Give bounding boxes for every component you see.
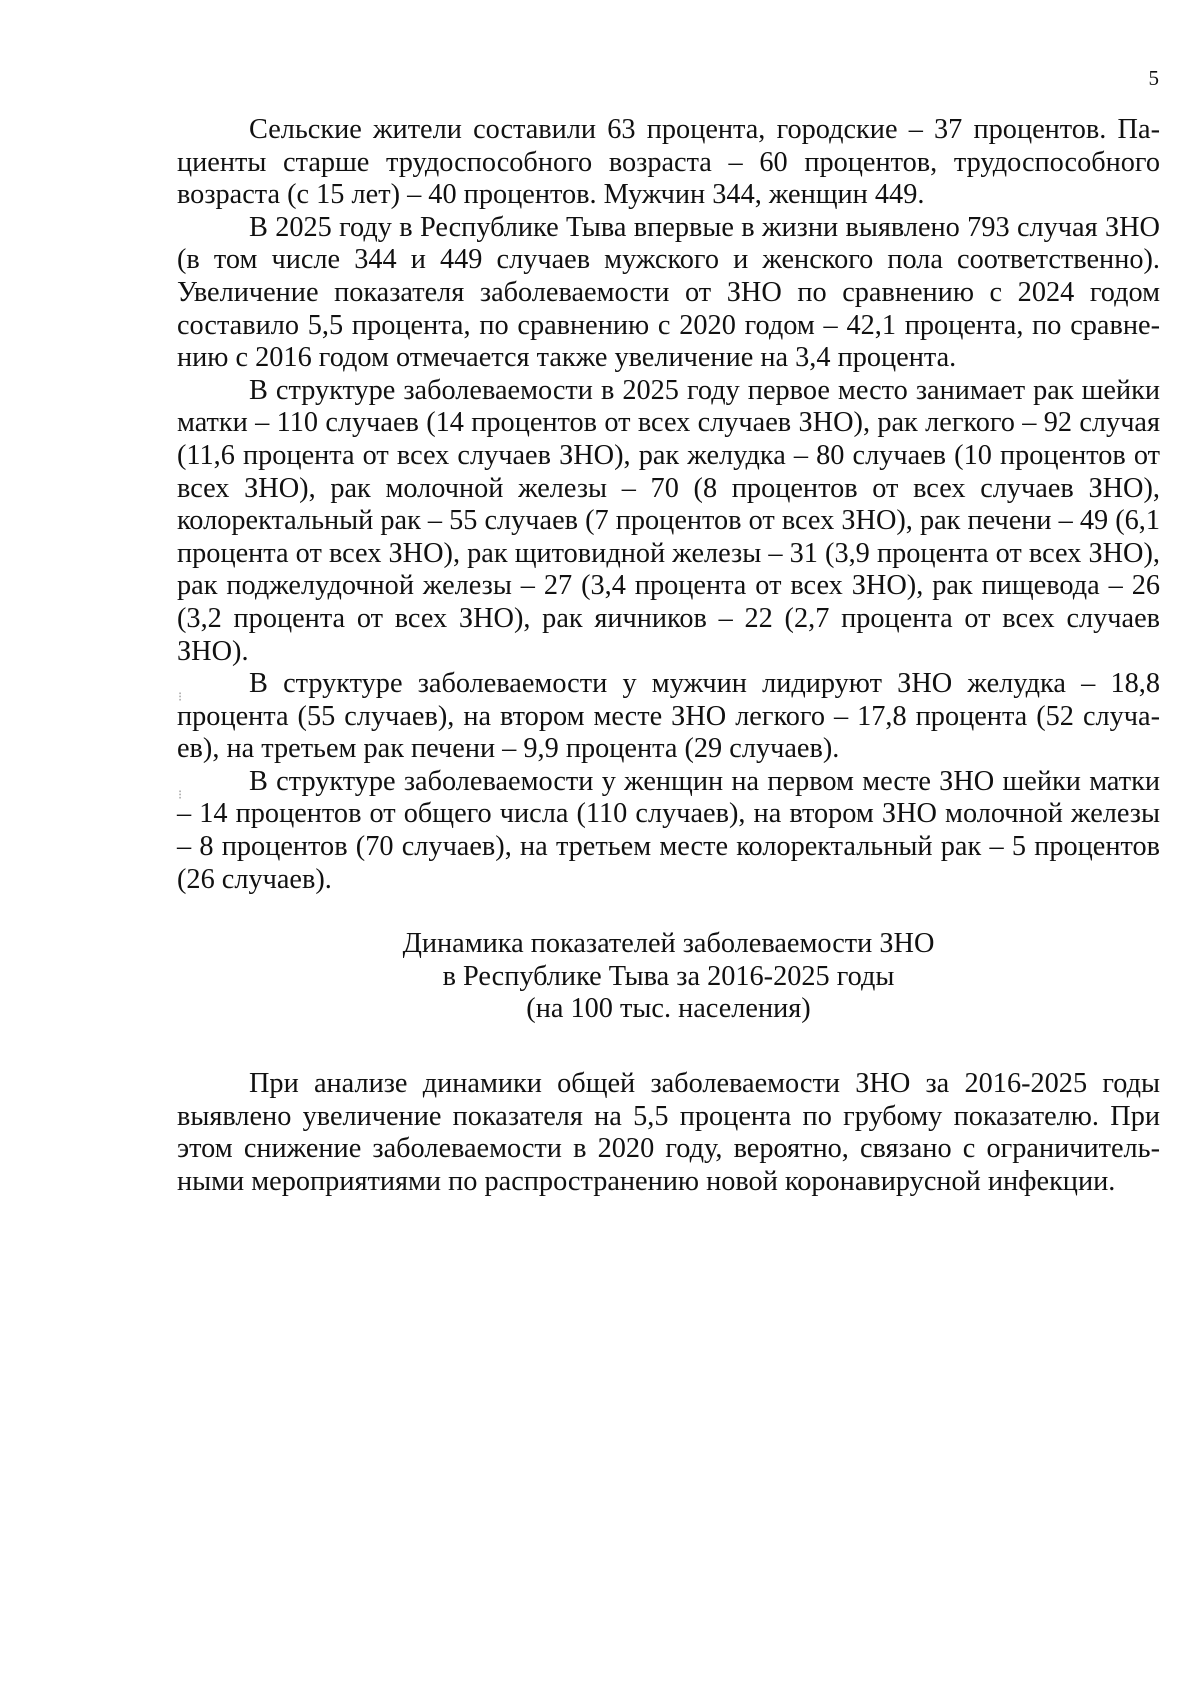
paragraph-structure: В структуре заболеваемости в 2025 году первое место занимает рак шейки матки – 110 случаев (14 процентов от всех случаев ЗНО), рак легкого – 92 случая (11,6 процента от всех случаев ЗНО), рак желудка – 80 случаев (10 процентов от всех ЗНО), рак молочной железы – 70 (8 процентов от всех случаев ЗНО), колоректальный рак – 55 случаев (7 процентов от всех ЗНО), рак печени – 49 (6,1 процента от всех ЗНО), рак щитовидной железы – 31 (3,9 процента от всех ЗНО), рак поджелудочной железы – 27 (3,4 процента от всех ЗНО), рак пищевода – 26 (3,2 процента от всех ЗНО), рак яичников – 22 (2,7 процента от всех случаев ЗНО). [177,374,1161,667]
page-number: 5 [1148,66,1159,90]
section-heading [177,928,1160,1026]
paragraph-incidence-2025: В 2025 году в Республике Тыва впервые в жизни выявлено 793 случая ЗНО (в том числе 344 и 449 случаев мужского и женского пола соответственно). Увеличение показателя заболеваемости от ЗНО по сравнению с 2024 годом составило 5,5 процента, по сравнению с 2020 годом – 42,1 процента, по сравнению с 2016 годом отмечается также увеличение на 3,4 процента. [177,211,1160,374]
heading-line-2: в Республике Тыва за 2016-2025 годы [442,960,895,992]
paragraph-analysis: При анализе динамики общей заболеваемости ЗНО за 2016-2025 годы выявлено увеличение показателя на 5,5 процента по грубому показателю. При этом снижение заболеваемости в 2020 году, вероятно, связано с ограничительными мероприятиями по распространению новой коронавирусной инфекции. [177,1068,1160,1197]
scan-artifact-mark: ⁝ [178,787,183,802]
heading-line-1: Динамика показателей заболеваемости ЗНО [402,928,935,959]
paragraph-men: В структуре заболеваемости у мужчин лидируют ЗНО желудка – 18,8 процента (55 случаев), на втором месте ЗНО легкого – 17,8 процента (52 случаев), на третьем рак печени – 9,9 процента (29 случаев). [177,668,1160,765]
paragraph-women: В структуре заболеваемости у женщин на первом месте ЗНО шейки матки – 14 процентов от общего числа (110 случаев), на втором ЗНО молочной железы – 8 процентов (70 случаев), на третьем месте колоректальный рак – 5 процентов (26 случаев). [177,765,1160,895]
paragraph-residents: Сельские жители составили 63 процента, городские – 37 процентов. Пациенты старше трудоспособного возраста – 60 процентов, трудоспособного возраста (с 15 лет) – 40 процентов. Мужчин 344, женщин 449. [177,114,1160,211]
scan-artifact-mark: ⁝ [178,689,183,704]
main-text [177,114,1160,896]
heading-line-3: (на 100 тыс. населения) [526,993,811,1025]
analysis-text [177,1068,1160,1198]
